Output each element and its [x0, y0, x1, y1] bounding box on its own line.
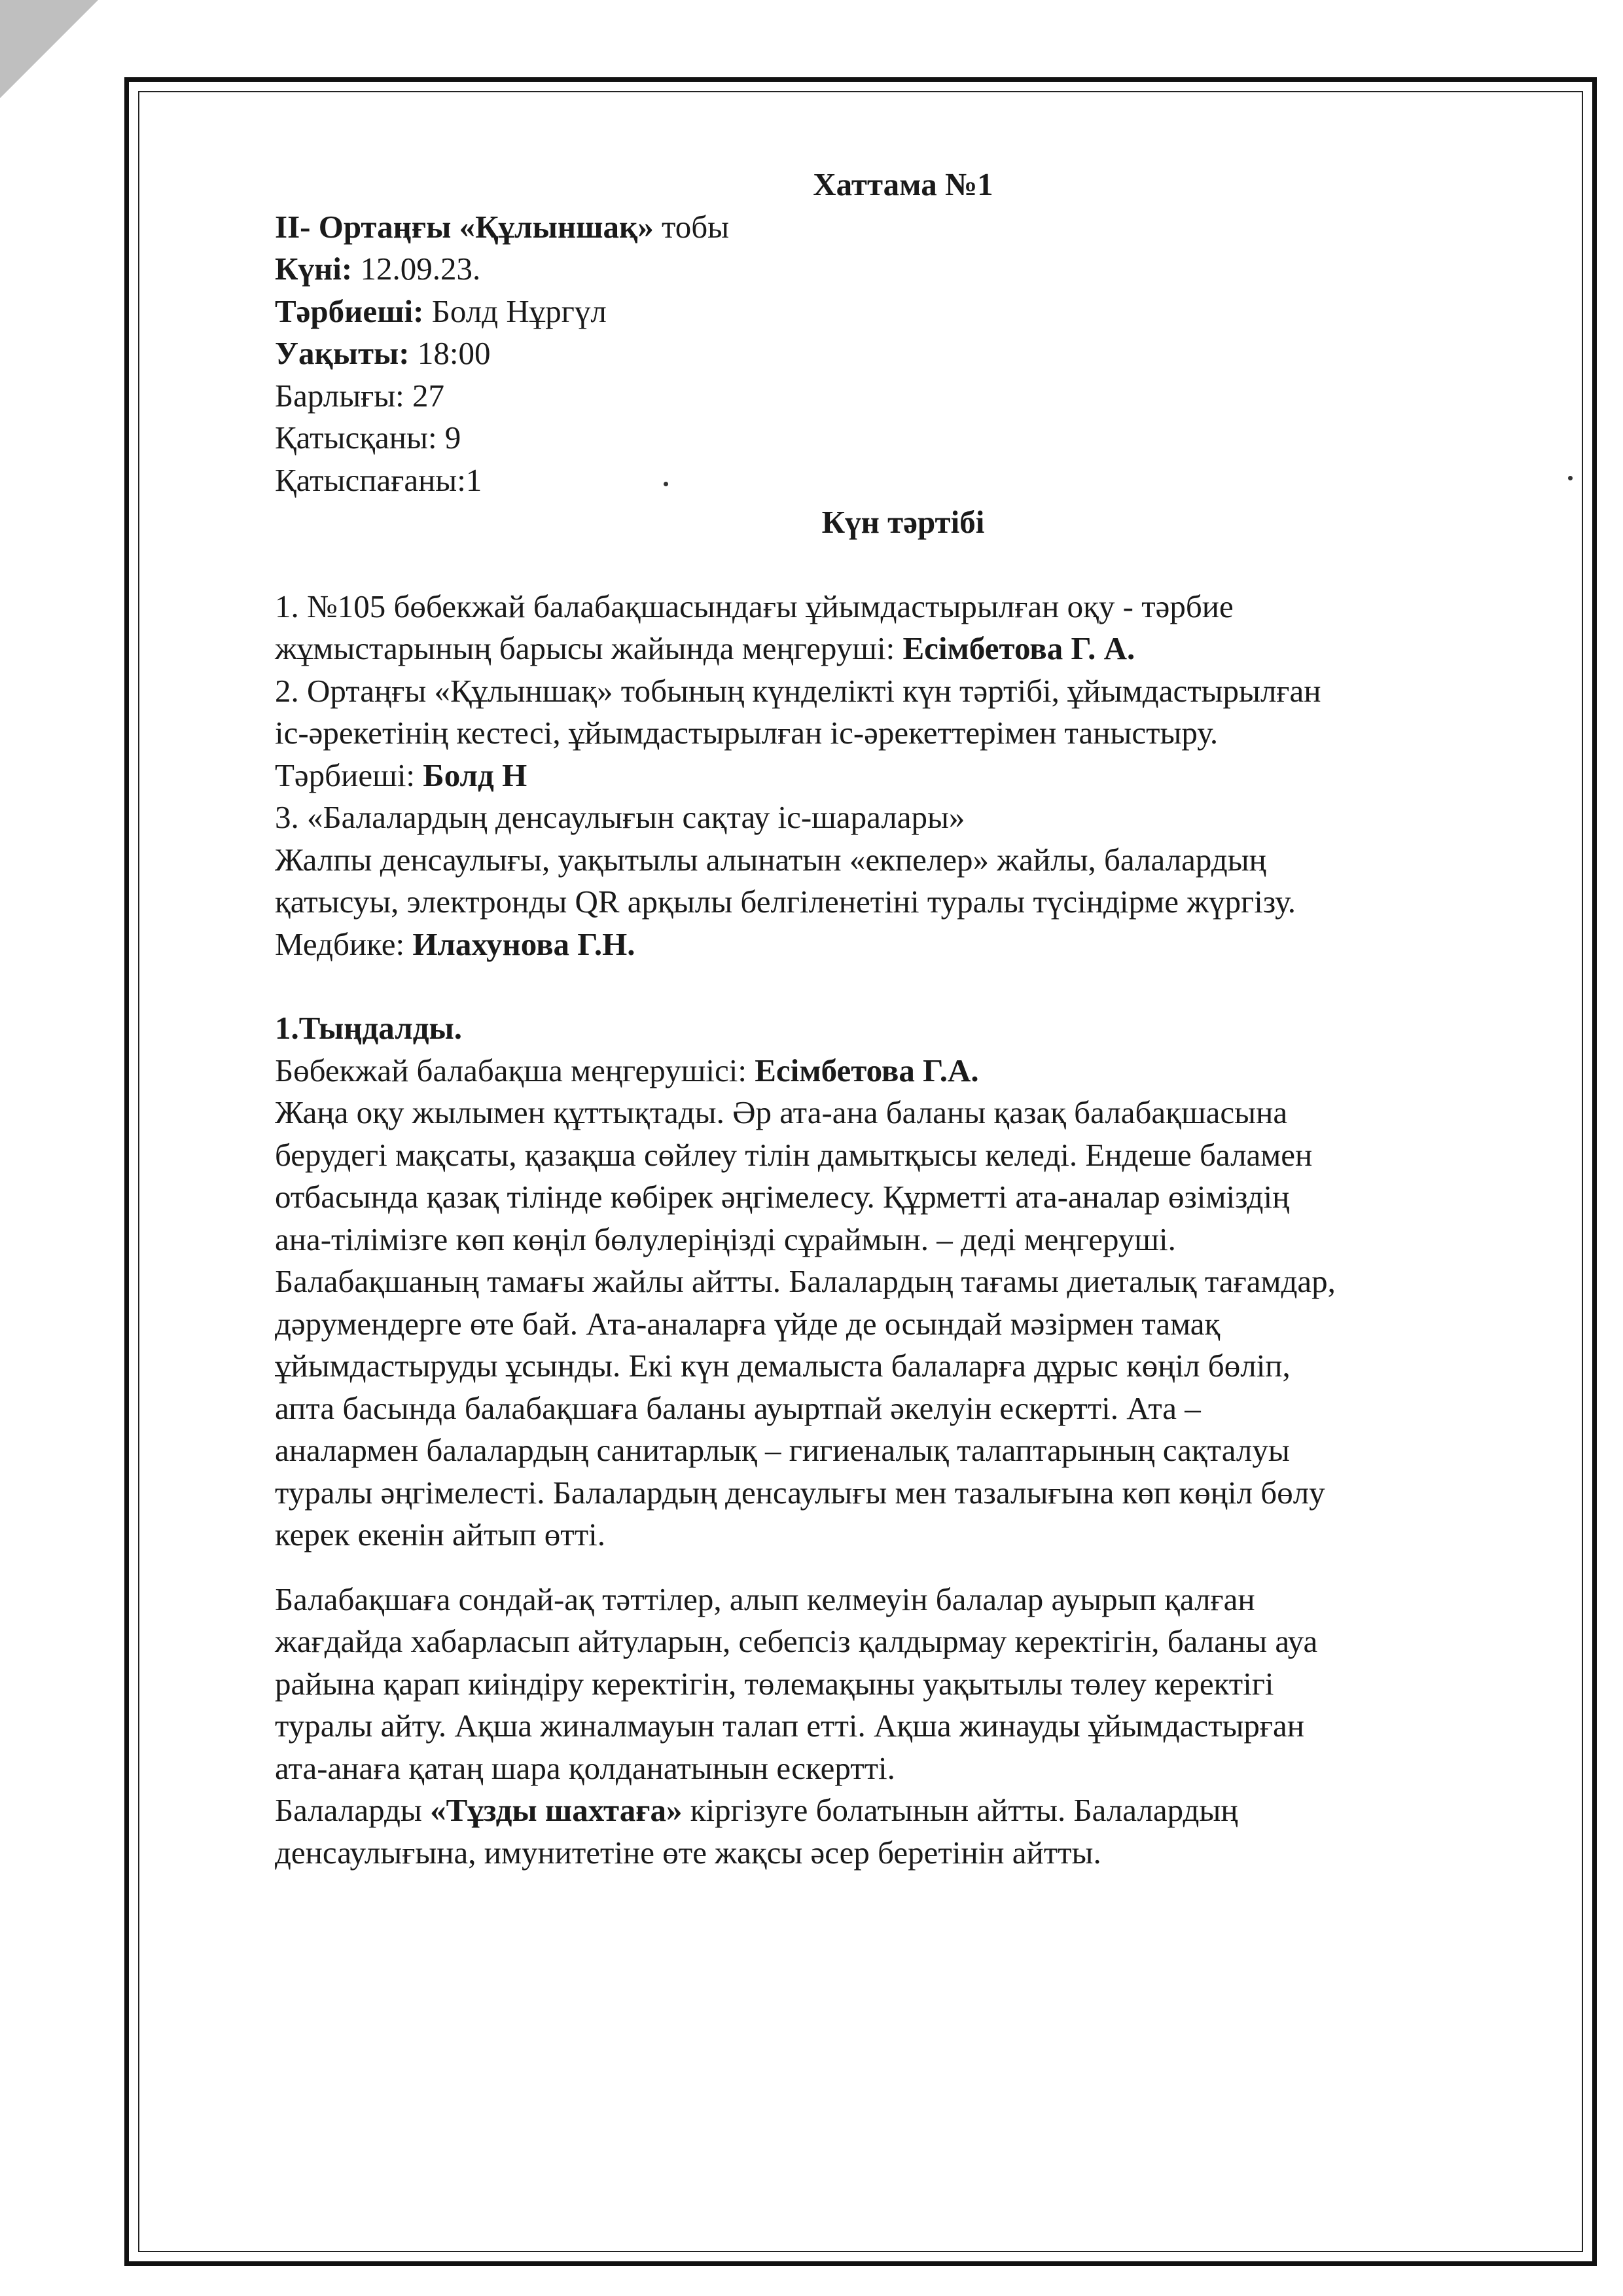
scan-folded-corner	[0, 0, 98, 98]
paragraph-line: ана-тілімізге көп көңіл бөлулеріңізді сұраймын. – деді меңгеруші.	[275, 1221, 1176, 1257]
paragraph-line: берудегі мақсаты, қазақша сөйлеу тілін дамытқысы келеді. Ендеше баламен	[275, 1136, 1313, 1173]
paragraph-line: туралы әңгімелесті. Балалардың денсаулығы мен тазалығына көп көңіл бөлу	[275, 1474, 1325, 1511]
paragraph-2	[275, 1579, 1531, 1790]
paragraph-line: Балаларды «Тұзды шахтаға» кіргізуге болатынын айтты. Балалардың	[275, 1792, 1238, 1828]
time-line: Уақыты: 18:00	[275, 335, 491, 371]
paragraph-line: жағдайда хабарласып айтуларын, себепсіз қалдырмау керектігін, баланы ауа	[275, 1623, 1318, 1659]
agenda-item-1-cont: жұмыстарының барысы жайында меңгеруші: Есімбетова Г. А.	[275, 630, 1135, 666]
paragraph-line: дәрумендерге өте бай. Ата-аналарға үйде де осындай мәзірмен тамақ	[275, 1305, 1221, 1342]
agenda-list	[275, 586, 1531, 966]
agenda-item-2-cont: іс-әрекетінің кестесі, ұйымдастырылған іс-әрекеттерімен таныстыру.	[275, 715, 1219, 751]
paragraph-line: отбасында қазақ тілінде көбірек әңгімелесу. Құрметті ата-аналар өзіміздің	[275, 1179, 1290, 1215]
paragraph-line: ұйымдастыруды ұсынды. Екі күн демалыста балаларға дұрыс көңіл бөліп,	[275, 1348, 1291, 1384]
paragraph-line: туралы айту. Ақша жиналмауын талап етті. Ақша жинауды ұйымдастырған	[275, 1708, 1304, 1744]
paragraph-line: Балабақшаның тамағы жайлы айтты. Балалардың тағамы диеталық тағамдар,	[275, 1263, 1336, 1299]
paragraph-3	[275, 1789, 1531, 1874]
agenda-item-3-cont: қатысуы, электронды QR арқылы белгіленетіні туралы түсіндірме жүргізу.	[275, 884, 1296, 920]
group-line: ІІ- Ортаңғы «Құлыншақ» тобы	[275, 208, 730, 245]
total-count: Барлығы: 27	[275, 377, 444, 414]
protocol-title: Хаттама №1	[813, 166, 993, 202]
protocol-body	[275, 164, 1531, 1874]
agenda-title: Күн тәртібі	[821, 504, 985, 540]
paragraph-line: Жаңа оқу жылымен құттықтады. Әр ата-ана баланы қазақ балабақшасына	[275, 1094, 1288, 1130]
teacher-line: Тәрбиеші: Болд Нұргүл	[275, 293, 607, 329]
agenda-item-3-cont: Жалпы денсаулығы, уақытылы алынатын «екпелер» жайлы, балалардың	[275, 841, 1266, 878]
paragraph-line: райына қарап киіндіру керектігін, төлемақыны уақытылы төлеу керектігі	[275, 1665, 1274, 1702]
paragraph-line: денсаулығына, имунитетіне өте жақсы әсер беретінін айтты.	[275, 1834, 1101, 1871]
paragraph-line: керек екенін айтып өтті.	[275, 1516, 606, 1552]
absent-count: Қатыспағаны:1	[275, 461, 482, 498]
speaker-line: Бөбекжай балабақша меңгерушісі: Есімбетова Г.А.	[275, 1052, 979, 1088]
paragraph-line: аналармен балалардың санитарлық – гигиеналық талаптарының сақталуы	[275, 1432, 1290, 1468]
paragraph-1	[275, 1092, 1531, 1556]
present-count: Қатысқаны: 9	[275, 420, 461, 456]
paragraph-line: ата-анаға қатаң шара қолданатынын ескертті.	[275, 1749, 895, 1786]
agenda-item-3: 3. «Балалардың денсаулығын сақтау іс-шаралары»	[275, 799, 965, 835]
paragraph-line: Балабақшаға сондай-ақ тәттілер, алып келмеуін балалар ауырып қалған	[275, 1581, 1255, 1617]
agenda-item-1: 1. №105 бөбекжай балабақшасындағы ұйымдастырылған оқу - тәрбие	[275, 588, 1234, 624]
agenda-item-3-nurse: Медбике: Илахунова Г.Н.	[275, 925, 635, 962]
heard-section-title: 1.Тыңдалды.	[275, 1010, 462, 1046]
agenda-item-2-teacher: Тәрбиеші: Болд Н	[275, 757, 527, 793]
date-line: Күні: 12.09.23.	[275, 251, 481, 287]
paragraph-line: апта басында балабақшаға баланы ауыртпай әкелуін ескертті. Ата –	[275, 1390, 1201, 1426]
scan-speck	[1568, 476, 1573, 480]
agenda-item-2: 2. Ортаңғы «Құлыншақ» тобының күнделікті күн тәртібі, ұйымдастырылған	[275, 672, 1321, 709]
